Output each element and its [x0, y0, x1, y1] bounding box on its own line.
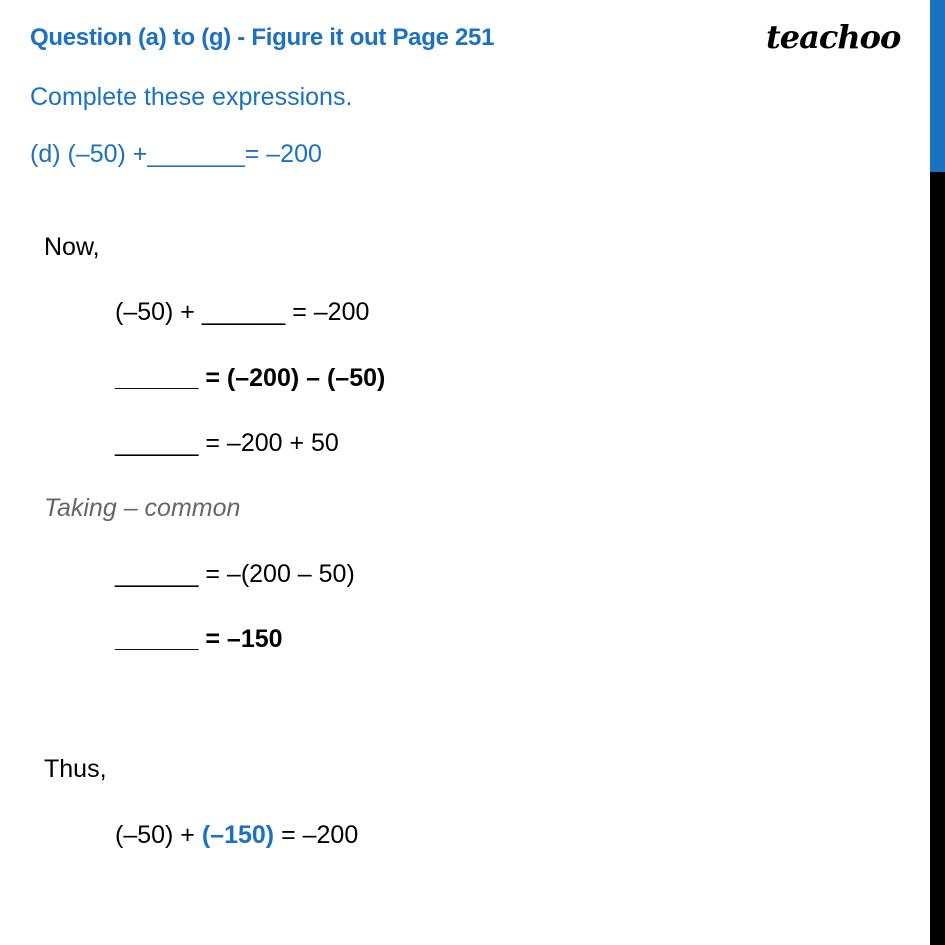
question: (d) (–50) +_______= –200	[30, 140, 322, 168]
instruction: Complete these expressions.	[30, 83, 353, 111]
step-5: ______ = –150	[115, 625, 283, 653]
final-answer: (–150)	[201, 821, 275, 849]
final-post: = –200	[274, 821, 359, 849]
step-1: (–50) + ______ = –200	[115, 298, 370, 326]
note-taking-common: Taking – common	[44, 494, 241, 522]
final-answer-line	[115, 820, 358, 850]
side-bar-blue	[930, 0, 945, 172]
step-4: ______ = –(200 – 50)	[115, 560, 355, 588]
step-2: ______ = (–200) – (–50)	[115, 364, 386, 392]
page-title: Question (a) to (g) - Figure it out Page 251	[30, 24, 495, 51]
teachoo-logo: teachoo	[766, 18, 901, 56]
final-pre: (–50) +	[115, 821, 202, 849]
thus-label: Thus,	[44, 755, 107, 783]
now-label: Now,	[44, 233, 100, 261]
side-bar-black	[930, 172, 945, 945]
step-3: ______ = –200 + 50	[115, 429, 339, 457]
